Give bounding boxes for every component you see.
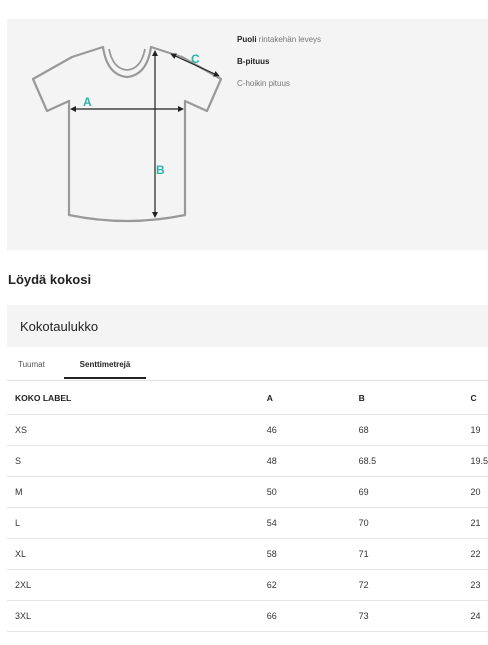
cell-c: 24 bbox=[462, 601, 488, 632]
cell-c: 20 bbox=[462, 477, 488, 508]
table-row bbox=[7, 601, 488, 632]
cell-a: 66 bbox=[259, 601, 351, 632]
unit-tabs bbox=[7, 352, 488, 381]
cell-size: S bbox=[7, 446, 259, 477]
size-table bbox=[7, 382, 488, 632]
cell-b: 72 bbox=[351, 570, 463, 601]
cell-size: XL bbox=[7, 539, 259, 570]
table-row bbox=[7, 508, 488, 539]
header-size-label: KOKO LABEL bbox=[7, 382, 259, 415]
table-row bbox=[7, 477, 488, 508]
label-c: C bbox=[191, 52, 200, 66]
table-row bbox=[7, 446, 488, 477]
tshirt-outline bbox=[33, 47, 221, 221]
header-a: A bbox=[259, 382, 351, 415]
tab-centimeters[interactable]: Senttimetrejä bbox=[64, 360, 146, 379]
cell-c: 19.5 bbox=[462, 446, 488, 477]
cell-c: 19 bbox=[462, 415, 488, 446]
size-chart-title: Kokotaulukko bbox=[20, 319, 99, 334]
table-row bbox=[7, 570, 488, 601]
find-your-size-heading: Löydä kokosi bbox=[8, 272, 92, 287]
size-chart-header bbox=[7, 305, 488, 347]
cell-a: 50 bbox=[259, 477, 351, 508]
legend-a: Puoli rintakehän leveys bbox=[237, 35, 322, 44]
cell-b: 71 bbox=[351, 539, 463, 570]
header-c: C bbox=[462, 382, 488, 415]
label-a: A bbox=[83, 95, 92, 109]
size-diagram-panel bbox=[7, 19, 488, 250]
cell-size: L bbox=[7, 508, 259, 539]
cell-a: 58 bbox=[259, 539, 351, 570]
table-row bbox=[7, 415, 488, 446]
cell-a: 54 bbox=[259, 508, 351, 539]
label-b: B bbox=[156, 163, 165, 177]
cell-c: 23 bbox=[462, 570, 488, 601]
cell-a: 62 bbox=[259, 570, 351, 601]
tshirt-collar bbox=[109, 49, 145, 70]
cell-size: 3XL bbox=[7, 601, 259, 632]
cell-size: XS bbox=[7, 415, 259, 446]
cell-size: M bbox=[7, 477, 259, 508]
header-b: B bbox=[351, 382, 463, 415]
cell-b: 68 bbox=[351, 415, 463, 446]
cell-b: 70 bbox=[351, 508, 463, 539]
cell-a: 48 bbox=[259, 446, 351, 477]
cell-b: 73 bbox=[351, 601, 463, 632]
measurement-legend bbox=[237, 35, 321, 101]
cell-size: 2XL bbox=[7, 570, 259, 601]
table-header-row bbox=[7, 382, 488, 415]
cell-b: 68.5 bbox=[351, 446, 463, 477]
cell-b: 69 bbox=[351, 477, 463, 508]
legend-c: C-hoikin pituus bbox=[237, 79, 290, 88]
cell-c: 22 bbox=[462, 539, 488, 570]
legend-b: B-pituus bbox=[237, 57, 270, 66]
cell-a: 46 bbox=[259, 415, 351, 446]
table-row bbox=[7, 539, 488, 570]
cell-c: 21 bbox=[462, 508, 488, 539]
tab-inches[interactable]: Tuumat bbox=[18, 360, 45, 369]
